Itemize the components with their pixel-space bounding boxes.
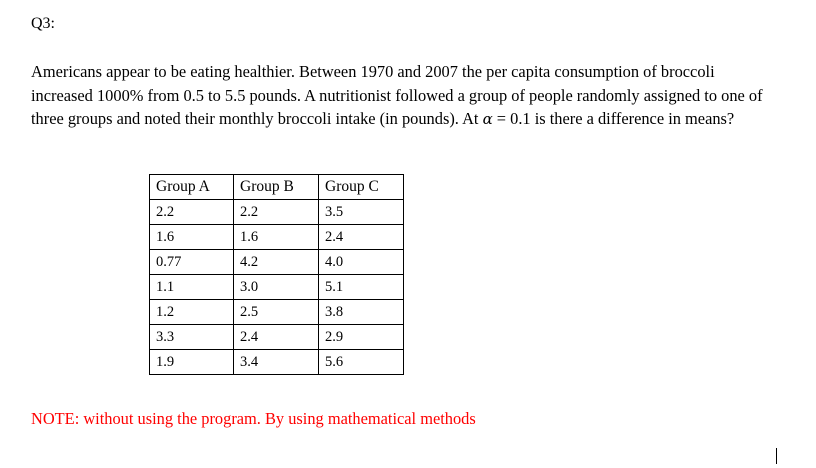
problem-text-part2: = 0.1 is there a difference in means? bbox=[492, 109, 735, 129]
header-group-a: Group A bbox=[150, 175, 234, 200]
table-cell: 2.9 bbox=[319, 325, 404, 350]
table-cell: 1.9 bbox=[150, 350, 234, 375]
table-row bbox=[150, 200, 404, 225]
table-cell: 2.2 bbox=[150, 200, 234, 225]
table-row bbox=[150, 225, 404, 250]
table-cell: 2.5 bbox=[234, 300, 319, 325]
note-text: NOTE: without using the program. By using mathematical methods bbox=[31, 409, 476, 428]
header-group-b: Group B bbox=[234, 175, 319, 200]
table-cell: 4.2 bbox=[234, 250, 319, 275]
table-cell: 3.5 bbox=[319, 200, 404, 225]
table-cell: 1.6 bbox=[234, 225, 319, 250]
table-cell: 5.1 bbox=[319, 275, 404, 300]
table-cell: 3.3 bbox=[150, 325, 234, 350]
table-cell: 3.0 bbox=[234, 275, 319, 300]
problem-text-part1: Americans appear to be eating healthier. Between 1970 and 2007 the per capita consumption of broccoli increased 1000% from 0.5 to 5.5 pounds. A nutritionist followed a group of people randomly assigned to one of three groups and noted their monthly broccoli intake (in pounds). At bbox=[31, 62, 763, 129]
table-cell: 1.1 bbox=[150, 275, 234, 300]
table-cell: 1.6 bbox=[150, 225, 234, 250]
problem-statement bbox=[31, 60, 776, 132]
table-row bbox=[150, 275, 404, 300]
header-group-c: Group C bbox=[319, 175, 404, 200]
table-header-row bbox=[150, 175, 404, 200]
table-cell: 2.2 bbox=[234, 200, 319, 225]
table-row bbox=[150, 300, 404, 325]
table-cell: 4.0 bbox=[319, 250, 404, 275]
table-cell: 0.77 bbox=[150, 250, 234, 275]
broccoli-intake-table bbox=[149, 174, 404, 375]
alpha-symbol: α bbox=[482, 110, 493, 129]
table-cell: 3.8 bbox=[319, 300, 404, 325]
table-cell: 2.4 bbox=[234, 325, 319, 350]
table-cell: 2.4 bbox=[319, 225, 404, 250]
table-cell: 1.2 bbox=[150, 300, 234, 325]
table-cell: 5.6 bbox=[319, 350, 404, 375]
text-cursor bbox=[776, 448, 777, 464]
table-row bbox=[150, 325, 404, 350]
table-row bbox=[150, 350, 404, 375]
table-cell: 3.4 bbox=[234, 350, 319, 375]
question-number: Q3: bbox=[31, 15, 55, 32]
table-row bbox=[150, 250, 404, 275]
